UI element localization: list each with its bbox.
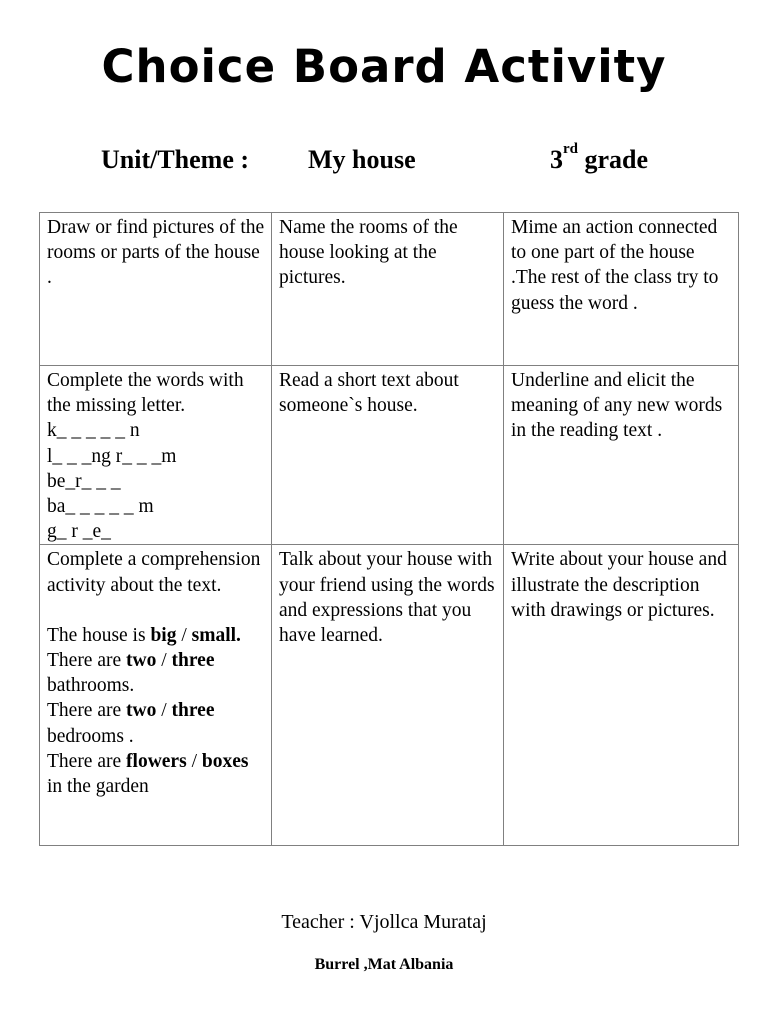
comprehension-intro: Complete a comprehension activity about the text. [47,549,261,596]
board-cell-r3c3: Write about your house and illustrate the description with drawings or pictures. [504,545,739,846]
board-cell-r1c3: Mime an action connected to one part of the house .The rest of the class try to guess the word . [504,213,739,366]
choice-word: boxes [201,750,249,772]
table-row [40,366,739,545]
sentence-text: There are [47,700,127,722]
unit-theme-label: Unit/Theme : [101,145,250,174]
sentence-3 [47,698,265,748]
board-cell-r1c1: Draw or find pictures of the rooms or parts of the house . [40,213,272,366]
board-cell-r2c1 [40,366,272,545]
sentence-text: / [176,624,192,646]
table-row [40,213,739,366]
sentence-1 [47,623,265,648]
unit-theme-value: My house [308,145,416,174]
choice-board-table [39,212,739,846]
board-cell-r3c1 [40,545,272,846]
missing-word-2: l_ _ _ng r_ _ _m [47,445,177,467]
sentence-text: There are [47,750,127,772]
board-cell-r3c2: Talk about your house with your friend using the words and expressions that you have learned. [272,545,504,846]
teacher-name: Teacher : Vjollca Murataj [281,911,487,933]
choice-word: big [150,624,177,646]
choice-word: three [171,700,215,722]
sentence-text: / [186,750,202,772]
board-cell-r1c2: Name the rooms of the house looking at the pictures. [272,213,504,366]
sentence-text: There are [47,650,127,672]
missing-word-5: g_ r _e_ [47,521,111,543]
choice-word: two [126,700,157,722]
choice-word: flowers [126,750,187,772]
choice-word: three [171,650,215,672]
grade-suffix: rd [563,141,578,157]
sentence-text: The house is [47,624,151,646]
missing-letter-intro: Complete the words with the missing letter. [47,370,244,417]
missing-word-3: be_r_ _ _ [47,470,121,492]
missing-word-4: ba_ _ _ _ _ m [47,496,154,518]
missing-word-1: k_ _ _ _ _ n [47,420,140,442]
sentence-4 [47,749,265,799]
sentence-text: bedrooms . [47,725,134,747]
grade-number: 3 [550,145,563,174]
grade-label [550,141,649,175]
table-row [40,545,739,846]
board-cell-r2c3: Underline and elicit the meaning of any new words in the reading text . [504,366,739,545]
choice-word: small. [191,624,241,646]
page-title: Choice Board Activity [101,40,667,93]
sentence-text: / [156,650,172,672]
board-cell-r2c2: Read a short text about someone`s house. [272,366,504,545]
unit-theme-line [0,141,768,185]
school-location: Burrel ,Mat Albania [314,956,454,973]
sentence-text: in the garden [47,776,149,798]
grade-word: grade [584,145,649,174]
sentence-2 [47,648,265,698]
sentence-text: / [156,700,172,722]
spacer [47,598,265,623]
sentence-text: bathrooms. [47,675,135,697]
choice-word: two [126,650,157,672]
